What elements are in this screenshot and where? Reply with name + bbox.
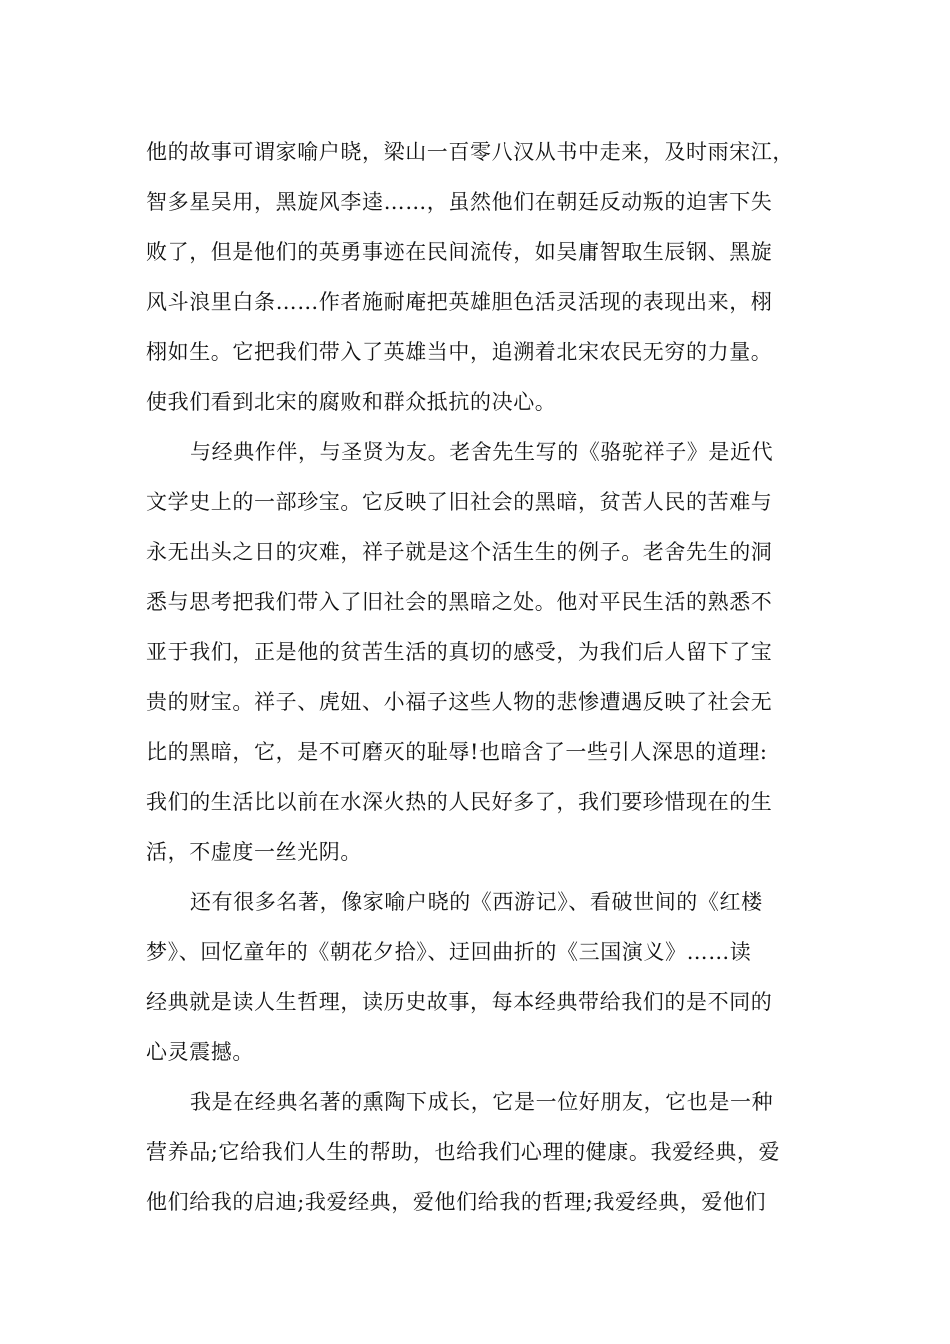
text-line: 永无出头之日的灾难，祥子就是这个活生生的例子。老舍先生的洞 xyxy=(146,540,773,564)
text-line: 风斗浪里白条……作者施耐庵把英雄胆色活灵活现的表现出来，栩 xyxy=(146,290,773,314)
text-line: 贵的财宝。祥子、虎妞、小福子这些人物的悲惨遭遇反映了社会无 xyxy=(146,690,773,714)
text-line: 他们给我的启迪;我爱经典，爱他们给我的哲理;我爱经典，爱他们 xyxy=(146,1190,767,1214)
text-line: 比的黑暗，它，是不可磨灭的耻辱!也暗含了一些引人深思的道理: xyxy=(146,740,768,764)
text-line: 经典就是读人生哲理，读历史故事，每本经典带给我们的是不同的 xyxy=(146,990,773,1014)
text-line: 营养品;它给我们人生的帮助，也给我们心理的健康。我爱经典，爱 xyxy=(146,1140,781,1164)
text-line: 败了，但是他们的英勇事迹在民间流传，如吴庸智取生辰钢、黑旋 xyxy=(146,240,773,264)
text-line: 活，不虚度一丝光阴。 xyxy=(146,840,362,864)
text-line: 梦》、回忆童年的《朝花夕拾》、迂回曲折的《三国演义》……读 xyxy=(146,940,752,964)
text-line: 亚于我们，正是他的贫苦生活的真切的感受，为我们后人留下了宝 xyxy=(146,640,773,664)
text-line: 他的故事可谓家喻户晓，梁山一百零八汉从书中走来，及时雨宋江， xyxy=(146,140,794,164)
text-line: 文学史上的一部珍宝。它反映了旧社会的黑暗，贫苦人民的苦难与 xyxy=(146,490,773,514)
text-line: 我们的生活比以前在水深火热的人民好多了，我们要珍惜现在的生 xyxy=(146,790,773,814)
paragraph-start-line: 我是在经典名著的熏陶下成长，它是一位好朋友，它也是一种 xyxy=(190,1090,774,1114)
document-body xyxy=(146,127,816,1227)
text-line: 心灵震撼。 xyxy=(146,1040,254,1064)
paragraph-start-line: 与经典作伴，与圣贤为友。老舍先生写的《骆驼祥子》是近代 xyxy=(190,440,774,464)
text-line: 智多星吴用，黑旋风李逵……，虽然他们在朝廷反动叛的迫害下失 xyxy=(146,190,773,214)
text-line: 使我们看到北宋的腐败和群众抵抗的决心。 xyxy=(146,390,557,414)
text-line: 栩如生。它把我们带入了英雄当中，追溯着北宋农民无穷的力量。 xyxy=(146,340,773,364)
text-line: 悉与思考把我们带入了旧社会的黑暗之处。他对平民生活的熟悉不 xyxy=(146,590,773,614)
paragraph-start-line: 还有很多名著，像家喻户晓的《西游记》、看破世间的《红楼 xyxy=(190,890,763,914)
